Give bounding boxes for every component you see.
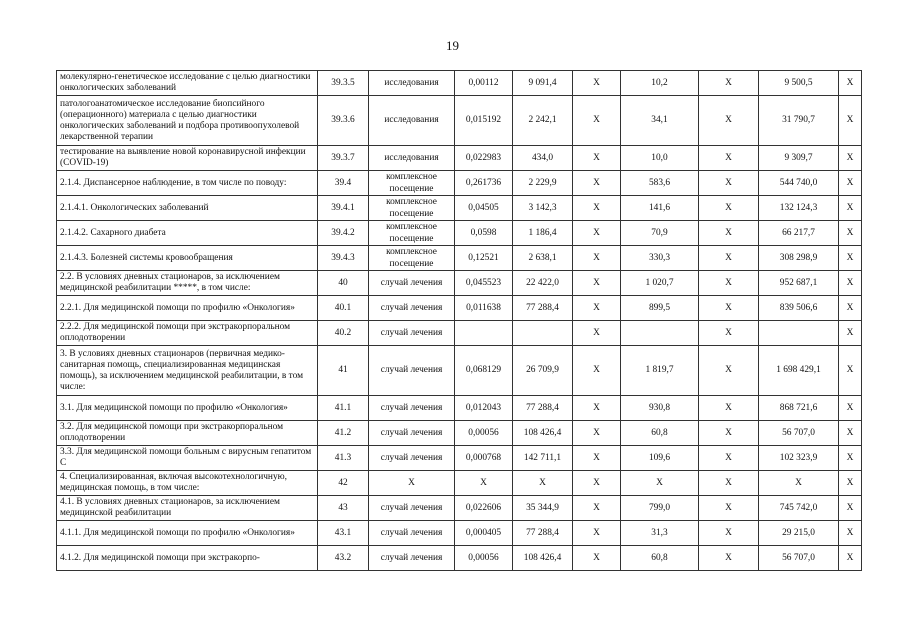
row-unit: комплексное посещение bbox=[369, 221, 455, 246]
row-x-mark: X bbox=[573, 196, 621, 221]
row-x-mark: X bbox=[839, 396, 862, 421]
medical-care-norms-table bbox=[56, 70, 862, 571]
row-total: 66 217,7 bbox=[759, 221, 839, 246]
row-per-capita: 34,1 bbox=[621, 96, 699, 146]
row-per-capita: 70,9 bbox=[621, 221, 699, 246]
row-code: 39.3.5 bbox=[318, 71, 369, 96]
row-total: 308 298,9 bbox=[759, 246, 839, 271]
row-x-mark: X bbox=[699, 471, 759, 496]
row-total: 132 124,3 bbox=[759, 196, 839, 221]
row-name: 4. Специализированная, включая высокотехнологичную, медицинская помощь, в том числе: bbox=[57, 471, 318, 496]
row-unit: случай лечения bbox=[369, 496, 455, 521]
row-per-capita: 799,0 bbox=[621, 496, 699, 521]
row-x-mark: X bbox=[839, 496, 862, 521]
row-unit: комплексное посещение bbox=[369, 196, 455, 221]
row-x-mark: X bbox=[699, 321, 759, 346]
row-x-mark: X bbox=[699, 521, 759, 546]
table-row bbox=[57, 71, 862, 96]
row-code: 39.3.6 bbox=[318, 96, 369, 146]
row-unit: случай лечения bbox=[369, 546, 455, 571]
row-x-mark: X bbox=[839, 471, 862, 496]
table-row bbox=[57, 246, 862, 271]
row-x-mark: X bbox=[839, 446, 862, 471]
row-unit: случай лечения bbox=[369, 346, 455, 396]
row-x-mark: X bbox=[573, 71, 621, 96]
row-per-capita: 60,8 bbox=[621, 421, 699, 446]
row-total: 839 506,6 bbox=[759, 296, 839, 321]
row-norm: 0,261736 bbox=[455, 171, 513, 196]
row-total: 9 309,7 bbox=[759, 146, 839, 171]
row-code: 41 bbox=[318, 346, 369, 396]
row-code: 41.2 bbox=[318, 421, 369, 446]
row-x-mark: X bbox=[839, 196, 862, 221]
row-x-mark: X bbox=[699, 171, 759, 196]
row-cost: 26 709,9 bbox=[513, 346, 573, 396]
row-cost bbox=[513, 321, 573, 346]
row-norm: 0,0598 bbox=[455, 221, 513, 246]
row-per-capita: 1 020,7 bbox=[621, 271, 699, 296]
table-row bbox=[57, 271, 862, 296]
row-norm: 0,022983 bbox=[455, 146, 513, 171]
row-code: 43 bbox=[318, 496, 369, 521]
table-row bbox=[57, 521, 862, 546]
row-total: 9 500,5 bbox=[759, 71, 839, 96]
table-row bbox=[57, 396, 862, 421]
row-total: 745 742,0 bbox=[759, 496, 839, 521]
row-x-mark: X bbox=[839, 421, 862, 446]
row-x-mark: X bbox=[573, 446, 621, 471]
row-x-mark: X bbox=[699, 421, 759, 446]
table-row bbox=[57, 471, 862, 496]
row-code: 43.2 bbox=[318, 546, 369, 571]
row-per-capita: 899,5 bbox=[621, 296, 699, 321]
table-row bbox=[57, 421, 862, 446]
row-norm: 0,012043 bbox=[455, 396, 513, 421]
row-norm: 0,00056 bbox=[455, 421, 513, 446]
table-row bbox=[57, 496, 862, 521]
row-name: 2.1.4. Диспансерное наблюдение, в том числе по поводу: bbox=[57, 171, 318, 196]
row-x-mark: X bbox=[699, 71, 759, 96]
row-code: 39.4.3 bbox=[318, 246, 369, 271]
row-norm: 0,00056 bbox=[455, 546, 513, 571]
row-name: 4.1.2. Для медицинской помощи при экстракорпо- bbox=[57, 546, 318, 571]
row-code: 41.1 bbox=[318, 396, 369, 421]
row-name: молекулярно-генетическое исследование с целью диагностики онкологических заболеваний bbox=[57, 71, 318, 96]
table-row bbox=[57, 321, 862, 346]
row-unit: комплексное посещение bbox=[369, 171, 455, 196]
row-x-mark: X bbox=[839, 221, 862, 246]
row-total: 56 707,0 bbox=[759, 546, 839, 571]
row-x-mark: X bbox=[839, 171, 862, 196]
row-cost: 77 288,4 bbox=[513, 296, 573, 321]
row-per-capita: 60,8 bbox=[621, 546, 699, 571]
row-name: 3. В условиях дневных стационаров (первичная медико-санитарная помощь, специализированная медицинская помощь), за исключением медицинской реабилитации, в том числе: bbox=[57, 346, 318, 396]
table-row bbox=[57, 221, 862, 246]
row-code: 39.4.1 bbox=[318, 196, 369, 221]
row-per-capita: 109,6 bbox=[621, 446, 699, 471]
row-unit: случай лечения bbox=[369, 271, 455, 296]
row-unit: комплексное посещение bbox=[369, 246, 455, 271]
row-per-capita: 141,6 bbox=[621, 196, 699, 221]
row-cost: 9 091,4 bbox=[513, 71, 573, 96]
row-x-mark: X bbox=[839, 271, 862, 296]
row-norm: 0,015192 bbox=[455, 96, 513, 146]
row-cost: 142 711,1 bbox=[513, 446, 573, 471]
row-cost: 108 426,4 bbox=[513, 421, 573, 446]
row-x-mark: X bbox=[699, 246, 759, 271]
row-norm: 0,12521 bbox=[455, 246, 513, 271]
row-x-mark: X bbox=[839, 296, 862, 321]
row-cost: 2 229,9 bbox=[513, 171, 573, 196]
row-norm: 0,000405 bbox=[455, 521, 513, 546]
row-unit: исследования bbox=[369, 71, 455, 96]
row-norm: X bbox=[455, 471, 513, 496]
row-name: 4.1.1. Для медицинской помощи по профилю «Онкология» bbox=[57, 521, 318, 546]
row-total: 29 215,0 bbox=[759, 521, 839, 546]
row-unit: случай лечения bbox=[369, 396, 455, 421]
row-name: 3.1. Для медицинской помощи по профилю «Онкология» bbox=[57, 396, 318, 421]
row-cost: 1 186,4 bbox=[513, 221, 573, 246]
row-name: тестирование на выявление новой коронавирусной инфекции (COVID-19) bbox=[57, 146, 318, 171]
row-per-capita: X bbox=[621, 471, 699, 496]
row-code: 41.3 bbox=[318, 446, 369, 471]
row-name: 2.2.1. Для медицинской помощи по профилю «Онкология» bbox=[57, 296, 318, 321]
row-x-mark: X bbox=[699, 296, 759, 321]
row-name: 2.2. В условиях дневных стационаров, за исключением медицинской реабилитации *****, в том числе: bbox=[57, 271, 318, 296]
row-norm: 0,045523 bbox=[455, 271, 513, 296]
row-per-capita bbox=[621, 321, 699, 346]
row-per-capita: 330,3 bbox=[621, 246, 699, 271]
row-x-mark: X bbox=[839, 146, 862, 171]
row-x-mark: X bbox=[839, 321, 862, 346]
row-total: 31 790,7 bbox=[759, 96, 839, 146]
row-norm: 0,000768 bbox=[455, 446, 513, 471]
row-x-mark: X bbox=[839, 71, 862, 96]
row-x-mark: X bbox=[699, 346, 759, 396]
row-name: 2.1.4.2. Сахарного диабета bbox=[57, 221, 318, 246]
row-x-mark: X bbox=[839, 246, 862, 271]
row-norm: 0,022606 bbox=[455, 496, 513, 521]
table-row bbox=[57, 146, 862, 171]
row-total: 952 687,1 bbox=[759, 271, 839, 296]
row-x-mark: X bbox=[699, 496, 759, 521]
row-unit: случай лечения bbox=[369, 446, 455, 471]
row-cost: 77 288,4 bbox=[513, 521, 573, 546]
row-norm: 0,04505 bbox=[455, 196, 513, 221]
row-x-mark: X bbox=[573, 521, 621, 546]
row-cost: 77 288,4 bbox=[513, 396, 573, 421]
table-body bbox=[57, 71, 862, 571]
row-cost: 22 422,0 bbox=[513, 271, 573, 296]
row-x-mark: X bbox=[839, 346, 862, 396]
table-row bbox=[57, 296, 862, 321]
row-cost: 3 142,3 bbox=[513, 196, 573, 221]
row-name: 3.3. Для медицинской помощи больным с вирусным гепатитом С bbox=[57, 446, 318, 471]
row-total: 56 707,0 bbox=[759, 421, 839, 446]
row-name: 4.1. В условиях дневных стационаров, за исключением медицинской реабилитации bbox=[57, 496, 318, 521]
row-total: 868 721,6 bbox=[759, 396, 839, 421]
row-x-mark: X bbox=[573, 471, 621, 496]
row-norm: 0,00112 bbox=[455, 71, 513, 96]
row-cost: 434,0 bbox=[513, 146, 573, 171]
row-unit: X bbox=[369, 471, 455, 496]
row-x-mark: X bbox=[573, 346, 621, 396]
row-x-mark: X bbox=[699, 221, 759, 246]
row-name: 3.2. Для медицинской помощи при экстракорпоральном оплодотворении bbox=[57, 421, 318, 446]
row-x-mark: X bbox=[573, 96, 621, 146]
row-code: 42 bbox=[318, 471, 369, 496]
row-total: 102 323,9 bbox=[759, 446, 839, 471]
row-unit: случай лечения bbox=[369, 421, 455, 446]
row-x-mark: X bbox=[699, 196, 759, 221]
row-x-mark: X bbox=[573, 171, 621, 196]
row-name: патологоанатомическое исследование биопсийного (операционного) материала с целью диагностики онкологических заболеваний и подбора противоопухолевой лекарственной терапии bbox=[57, 96, 318, 146]
row-name: 2.1.4.3. Болезней системы кровообращения bbox=[57, 246, 318, 271]
table-row bbox=[57, 196, 862, 221]
row-x-mark: X bbox=[573, 421, 621, 446]
row-per-capita: 10,0 bbox=[621, 146, 699, 171]
row-cost: 2 242,1 bbox=[513, 96, 573, 146]
row-cost: 2 638,1 bbox=[513, 246, 573, 271]
row-per-capita: 1 819,7 bbox=[621, 346, 699, 396]
row-cost: 35 344,9 bbox=[513, 496, 573, 521]
row-total: 544 740,0 bbox=[759, 171, 839, 196]
row-x-mark: X bbox=[573, 296, 621, 321]
row-code: 40.1 bbox=[318, 296, 369, 321]
row-total bbox=[759, 321, 839, 346]
table-row bbox=[57, 546, 862, 571]
row-total: X bbox=[759, 471, 839, 496]
table-row bbox=[57, 171, 862, 196]
row-name: 2.1.4.1. Онкологических заболеваний bbox=[57, 196, 318, 221]
row-x-mark: X bbox=[699, 271, 759, 296]
table-row bbox=[57, 96, 862, 146]
row-code: 39.4.2 bbox=[318, 221, 369, 246]
row-per-capita: 930,8 bbox=[621, 396, 699, 421]
row-x-mark: X bbox=[699, 96, 759, 146]
row-norm: 0,011638 bbox=[455, 296, 513, 321]
row-x-mark: X bbox=[573, 221, 621, 246]
row-x-mark: X bbox=[699, 146, 759, 171]
table-row bbox=[57, 346, 862, 396]
row-total: 1 698 429,1 bbox=[759, 346, 839, 396]
row-norm bbox=[455, 321, 513, 346]
row-unit: исследования bbox=[369, 96, 455, 146]
row-per-capita: 583,6 bbox=[621, 171, 699, 196]
row-cost: 108 426,4 bbox=[513, 546, 573, 571]
row-name: 2.2.2. Для медицинской помощи при экстракорпоральном оплодотворении bbox=[57, 321, 318, 346]
row-x-mark: X bbox=[573, 496, 621, 521]
row-unit: исследования bbox=[369, 146, 455, 171]
row-norm: 0,068129 bbox=[455, 346, 513, 396]
row-unit: случай лечения bbox=[369, 321, 455, 346]
row-unit: случай лечения bbox=[369, 296, 455, 321]
row-x-mark: X bbox=[699, 396, 759, 421]
row-x-mark: X bbox=[573, 271, 621, 296]
page-number: 19 bbox=[446, 38, 459, 53]
row-per-capita: 31,3 bbox=[621, 521, 699, 546]
row-x-mark: X bbox=[699, 546, 759, 571]
row-cost: X bbox=[513, 471, 573, 496]
row-x-mark: X bbox=[573, 246, 621, 271]
row-x-mark: X bbox=[699, 446, 759, 471]
row-x-mark: X bbox=[573, 146, 621, 171]
row-code: 39.4 bbox=[318, 171, 369, 196]
row-x-mark: X bbox=[839, 546, 862, 571]
row-x-mark: X bbox=[573, 321, 621, 346]
row-x-mark: X bbox=[839, 96, 862, 146]
row-per-capita: 10,2 bbox=[621, 71, 699, 96]
row-unit: случай лечения bbox=[369, 521, 455, 546]
row-code: 39.3.7 bbox=[318, 146, 369, 171]
row-x-mark: X bbox=[573, 396, 621, 421]
row-x-mark: X bbox=[839, 521, 862, 546]
row-code: 40 bbox=[318, 271, 369, 296]
table-row bbox=[57, 446, 862, 471]
row-code: 40.2 bbox=[318, 321, 369, 346]
row-x-mark: X bbox=[573, 546, 621, 571]
row-code: 43.1 bbox=[318, 521, 369, 546]
